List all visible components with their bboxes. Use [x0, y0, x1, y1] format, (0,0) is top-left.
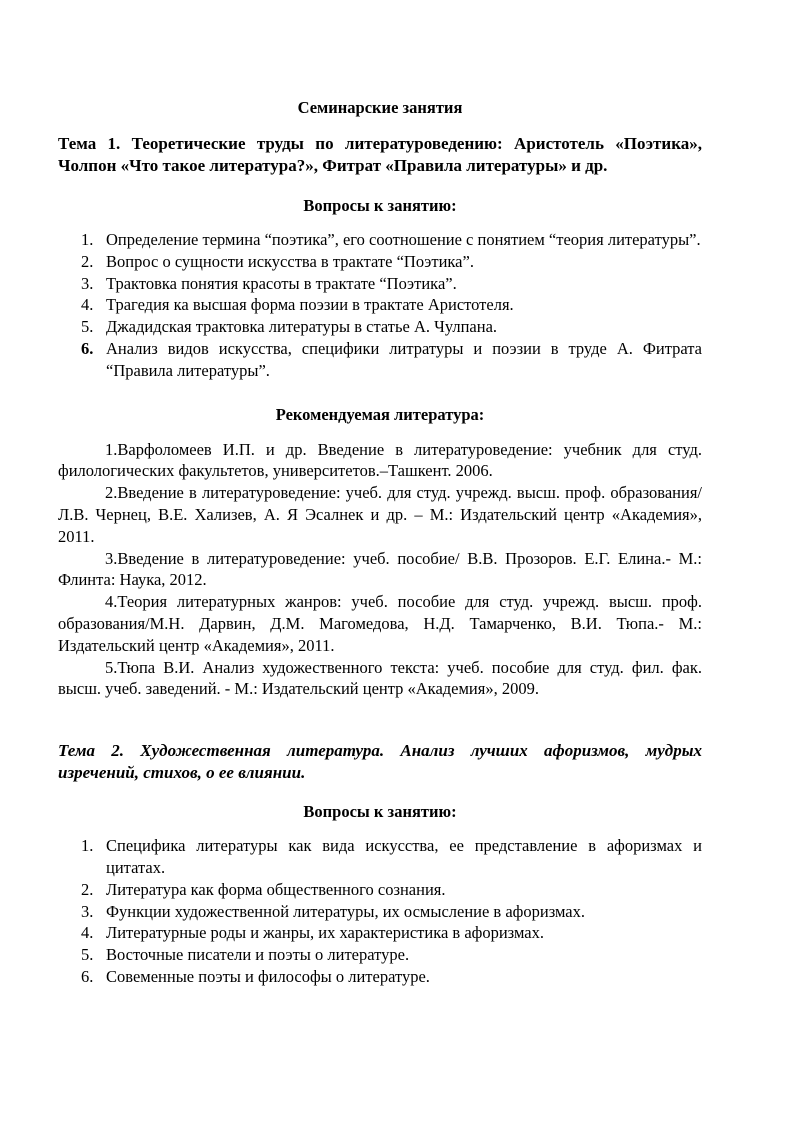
topic-1-questions-list — [58, 229, 702, 382]
page-title: Семинарские занятия — [297, 98, 463, 117]
list-item — [58, 966, 702, 988]
list-item — [58, 338, 702, 382]
list-item-number: 2. — [81, 879, 94, 899]
list-item-text: Трагедия ка высшая форма поэзии в трактате Аристотеля. — [106, 295, 514, 315]
list-item-number: 6. — [81, 966, 94, 986]
list-item — [58, 316, 702, 338]
list-item-text: Литературные роды и жанры, их характеристика в афоризмах. — [106, 923, 544, 943]
topic-1-heading: Тема 1. Теоретические труды по литературоведению: Аристотель «Поэтика», Чолпон «Что такое литература?», Фитрат «Правила литературы» и др. — [58, 134, 702, 175]
list-item-number: 6. — [81, 338, 94, 358]
list-item-text: Джадидская трактовка литературы в статье А. Чулпана. — [106, 317, 498, 337]
list-item — [58, 273, 702, 295]
literature-item: 1.Варфоломеев И.П. и др. Введение в литературоведение: учебник для студ. филологических факультетов, университетов.–Ташкент. 2006. — [58, 439, 702, 481]
list-item-number: 1. — [81, 836, 94, 856]
literature-item: 4.Теория литературных жанров: учеб. пособие для студ. учрежд. высш. проф. образования/М.Н. Дарвин, Д.М. Магомедова, Н.Д. Тамарченко, В.И. Тюпа.- М.: Издательский центр «Академия», 2011. — [58, 592, 702, 655]
list-item-number: 3. — [81, 901, 94, 921]
list-item — [58, 229, 702, 251]
list-item-number: 5. — [81, 317, 94, 337]
list-item-text: Трактовка понятия красоты в трактате “Поэтика”. — [106, 273, 457, 293]
topic-2-heading: Тема 2. Художественная литература. Анализ лучших афоризмов, мудрых изречений, стихов, о ее влиянии. — [58, 741, 702, 783]
list-item — [58, 901, 702, 923]
topic-1-literature-list — [58, 439, 702, 701]
literature-item: 2.Введение в литературоведение: учеб. для студ. учрежд. высш. проф. образования/ Л.В. Чернец, В.Е. Хализев, А. Я Эсалнек и др. – М.: Издательский центр «Академия», 2011. — [58, 483, 702, 546]
literature-item: 3.Введение в литературоведение: учеб. пособие/ В.В. Прозоров. Е.Г. Елина.- М.: Флинта: Наука, 2012. — [58, 548, 702, 590]
list-item-text: Литература как форма общественного сознания. — [106, 879, 446, 899]
list-item-number: 3. — [81, 273, 94, 293]
literature-item: 5.Тюпа В.И. Анализ художественного текста: учеб. пособие для студ. фил. фак. высш. учеб. заведений. - М.: Издательский центр «Академия», 2009. — [58, 657, 702, 699]
list-item-text: Специфика литературы как вида искусства, ее представление в афоризмах и цитатах. — [106, 836, 702, 877]
list-item-number: 2. — [81, 251, 94, 271]
topic-2-questions-heading: Вопросы к занятию: — [303, 802, 457, 822]
list-item — [58, 922, 702, 944]
list-item — [58, 879, 702, 901]
list-item-text: Функции художественной литературы, их осмысление в афоризмах. — [106, 901, 585, 921]
list-item-text: Анализ видов искусства, специфики литратуры и поэзии в труде А. Фитрата “Правила литературы”. — [106, 338, 702, 380]
list-item — [58, 251, 702, 273]
list-item-text: Вопрос о сущности искусства в трактате “Поэтика”. — [106, 251, 474, 271]
list-item-number: 1. — [81, 230, 94, 249]
list-item-number: 5. — [81, 945, 94, 965]
list-item-number: 4. — [81, 923, 94, 943]
topic-1-literature-heading: Рекомендуемая литература: — [275, 404, 485, 424]
list-item-text: Восточные писатели и поэты о литературе. — [106, 945, 410, 965]
list-item-text: Совеменные поэты и философы о литературе. — [106, 966, 430, 986]
list-item-number: 4. — [81, 295, 94, 315]
list-item — [58, 944, 702, 966]
list-item-text: Определение термина “поэтика”, его соотношение с понятием “теория литературы”. — [106, 230, 701, 249]
list-item — [58, 835, 702, 879]
topic-2-questions-list — [58, 835, 702, 988]
list-item — [58, 294, 702, 316]
topic-1-questions-heading: Вопросы к занятию: — [303, 196, 457, 215]
